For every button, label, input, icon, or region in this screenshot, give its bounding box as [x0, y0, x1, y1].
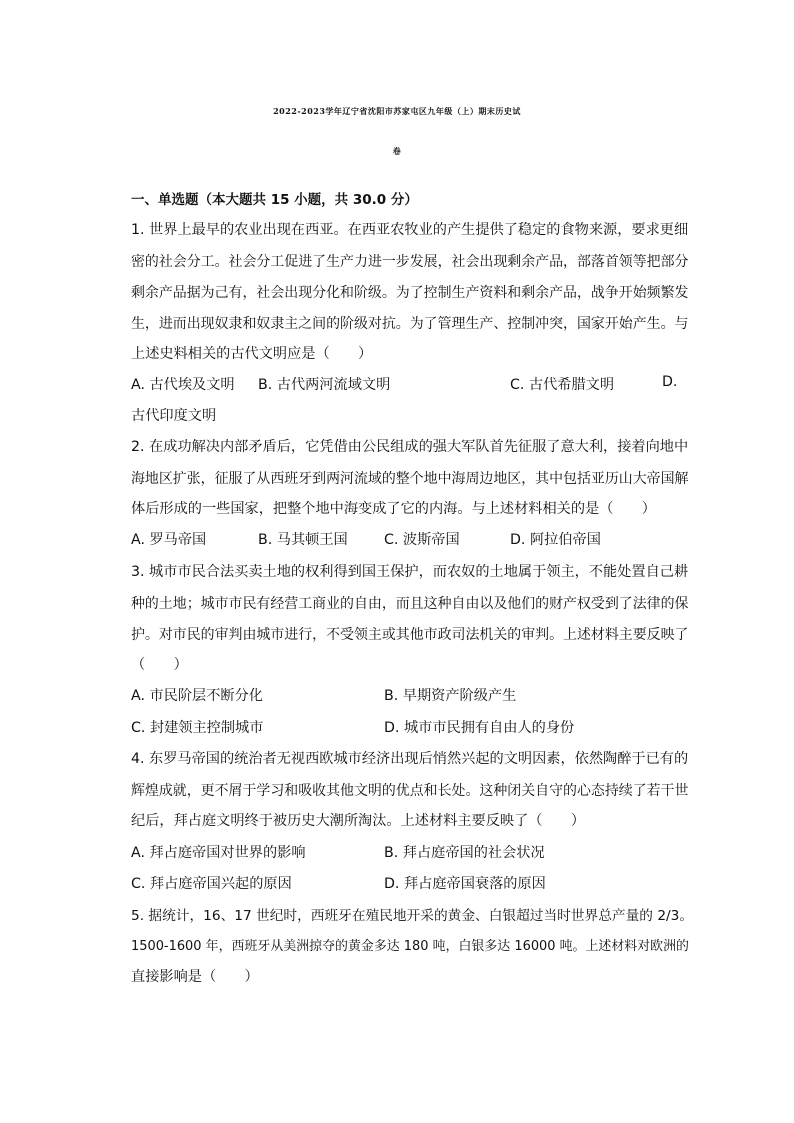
q3-option-c: C. 封建领主控制城市 — [131, 720, 264, 736]
exam-title-line2: 卷 — [392, 146, 402, 156]
q1-line: 剩余产品据为己有，社会出现分化和阶级。为了控制生产资料和剩余产品，战争开始频繁发 — [131, 285, 689, 301]
q1-line: 1. 世界上最早的农业出现在西亚。在西亚农牧业的产生提供了稳定的食物来源，要求更细 — [131, 222, 689, 238]
q2-line: 2. 在成功解决内部矛盾后，它凭借由公民组成的强大军队首先征服了意大利，接着向地中 — [131, 439, 689, 455]
q1-line: 密的社会分工。社会分工促进了生产力进一步发展，社会出现剩余产品，部落首领等把部分 — [131, 254, 689, 270]
q1-option-d-text: 古代印度文明 — [131, 408, 217, 424]
q5-line: 1500-1600 年，西班牙从美洲掠夺的黄金多达 180 吨，白银多达 16000 吨。上述材料对欧洲的 — [131, 939, 689, 954]
q1-line: 上述史料相关的古代文明应是（ ） — [131, 346, 373, 362]
q2-line: 体后形成的一些国家，把整个地中海变成了它的内海。与上述材料相关的是（ ） — [131, 501, 656, 517]
q4-option-d: D. 拜占庭帝国衰落的原因 — [384, 876, 546, 892]
q2-option-c: C. 波斯帝国 — [384, 532, 460, 548]
q4-line: 辉煌成就，更不屑于学习和吸收其他文明的优点和长处。这种闭关自守的心态持续了若干世 — [131, 783, 689, 799]
q3-line: 3. 城市市民合法买卖土地的权利得到国王保护，而农奴的土地属于领主，不能处置自己耕 — [131, 564, 689, 580]
q1-line: 生，进而出现奴隶和奴隶主之间的阶级对抗。为了管理生产、控制冲突，国家开始产生。与 — [131, 316, 689, 332]
q4-option-c: C. 拜占庭帝国兴起的原因 — [131, 876, 292, 892]
q5-line: 5. 据统计，16、17 世纪时，西班牙在殖民地开采的黄金、白银超过当时世界总产量的 2/3。 — [131, 908, 694, 924]
exam-title-line1: 2022-2023学年辽宁省沈阳市苏家屯区九年级（上）期末历史试 — [273, 106, 521, 116]
q4-line: 纪后，拜占庭文明终于被历史大潮所淘汰。上述材料主要反映了（ ） — [131, 813, 586, 829]
q3-line: 护。对市民的审判由城市进行，不受领主或其他市政司法机关的审判。上述材料主要反映了 — [131, 627, 689, 643]
q3-option-d: D. 城市市民拥有自由人的身份 — [384, 720, 575, 736]
q3-option-a: A. 市民阶层不断分化 — [131, 688, 263, 704]
q3-option-b: B. 早期资产阶级产生 — [384, 688, 517, 704]
q1-option-b: B. 古代两河流域文明 — [258, 377, 391, 393]
q5-line: 直接影响是（ ） — [131, 969, 259, 985]
q1-option-c: C. 古代希腊文明 — [510, 377, 615, 393]
q2-option-a: A. 罗马帝国 — [131, 532, 207, 548]
q3-line: 种的土地；城市市民有经营工商业的自由，而且这种自由以及他们的财产权受到了法律的保 — [131, 596, 689, 612]
section-heading: 一、单选题（本大题共 15 小题，共 30.0 分） — [131, 192, 418, 208]
q2-line: 海地区扩张，征服了从西班牙到两河流域的整个地中海周边地区，其中包括亚历山大帝国解 — [131, 471, 689, 487]
q2-option-b: B. 马其顿王国 — [258, 532, 348, 548]
q4-option-a: A. 拜占庭帝国对世界的影响 — [131, 845, 306, 861]
q2-option-d: D. 阿拉伯帝国 — [510, 532, 601, 548]
q1-option-a: A. 古代埃及文明 — [131, 377, 235, 393]
q4-line: 4. 东罗马帝国的统治者无视西欧城市经济出现后悄然兴起的文明因素，依然陶醉于已有的 — [131, 751, 689, 767]
q4-option-b: B. 拜占庭帝国的社会状况 — [384, 845, 545, 861]
q1-option-d: D. — [662, 374, 678, 390]
q3-line: （ ） — [131, 657, 188, 673]
